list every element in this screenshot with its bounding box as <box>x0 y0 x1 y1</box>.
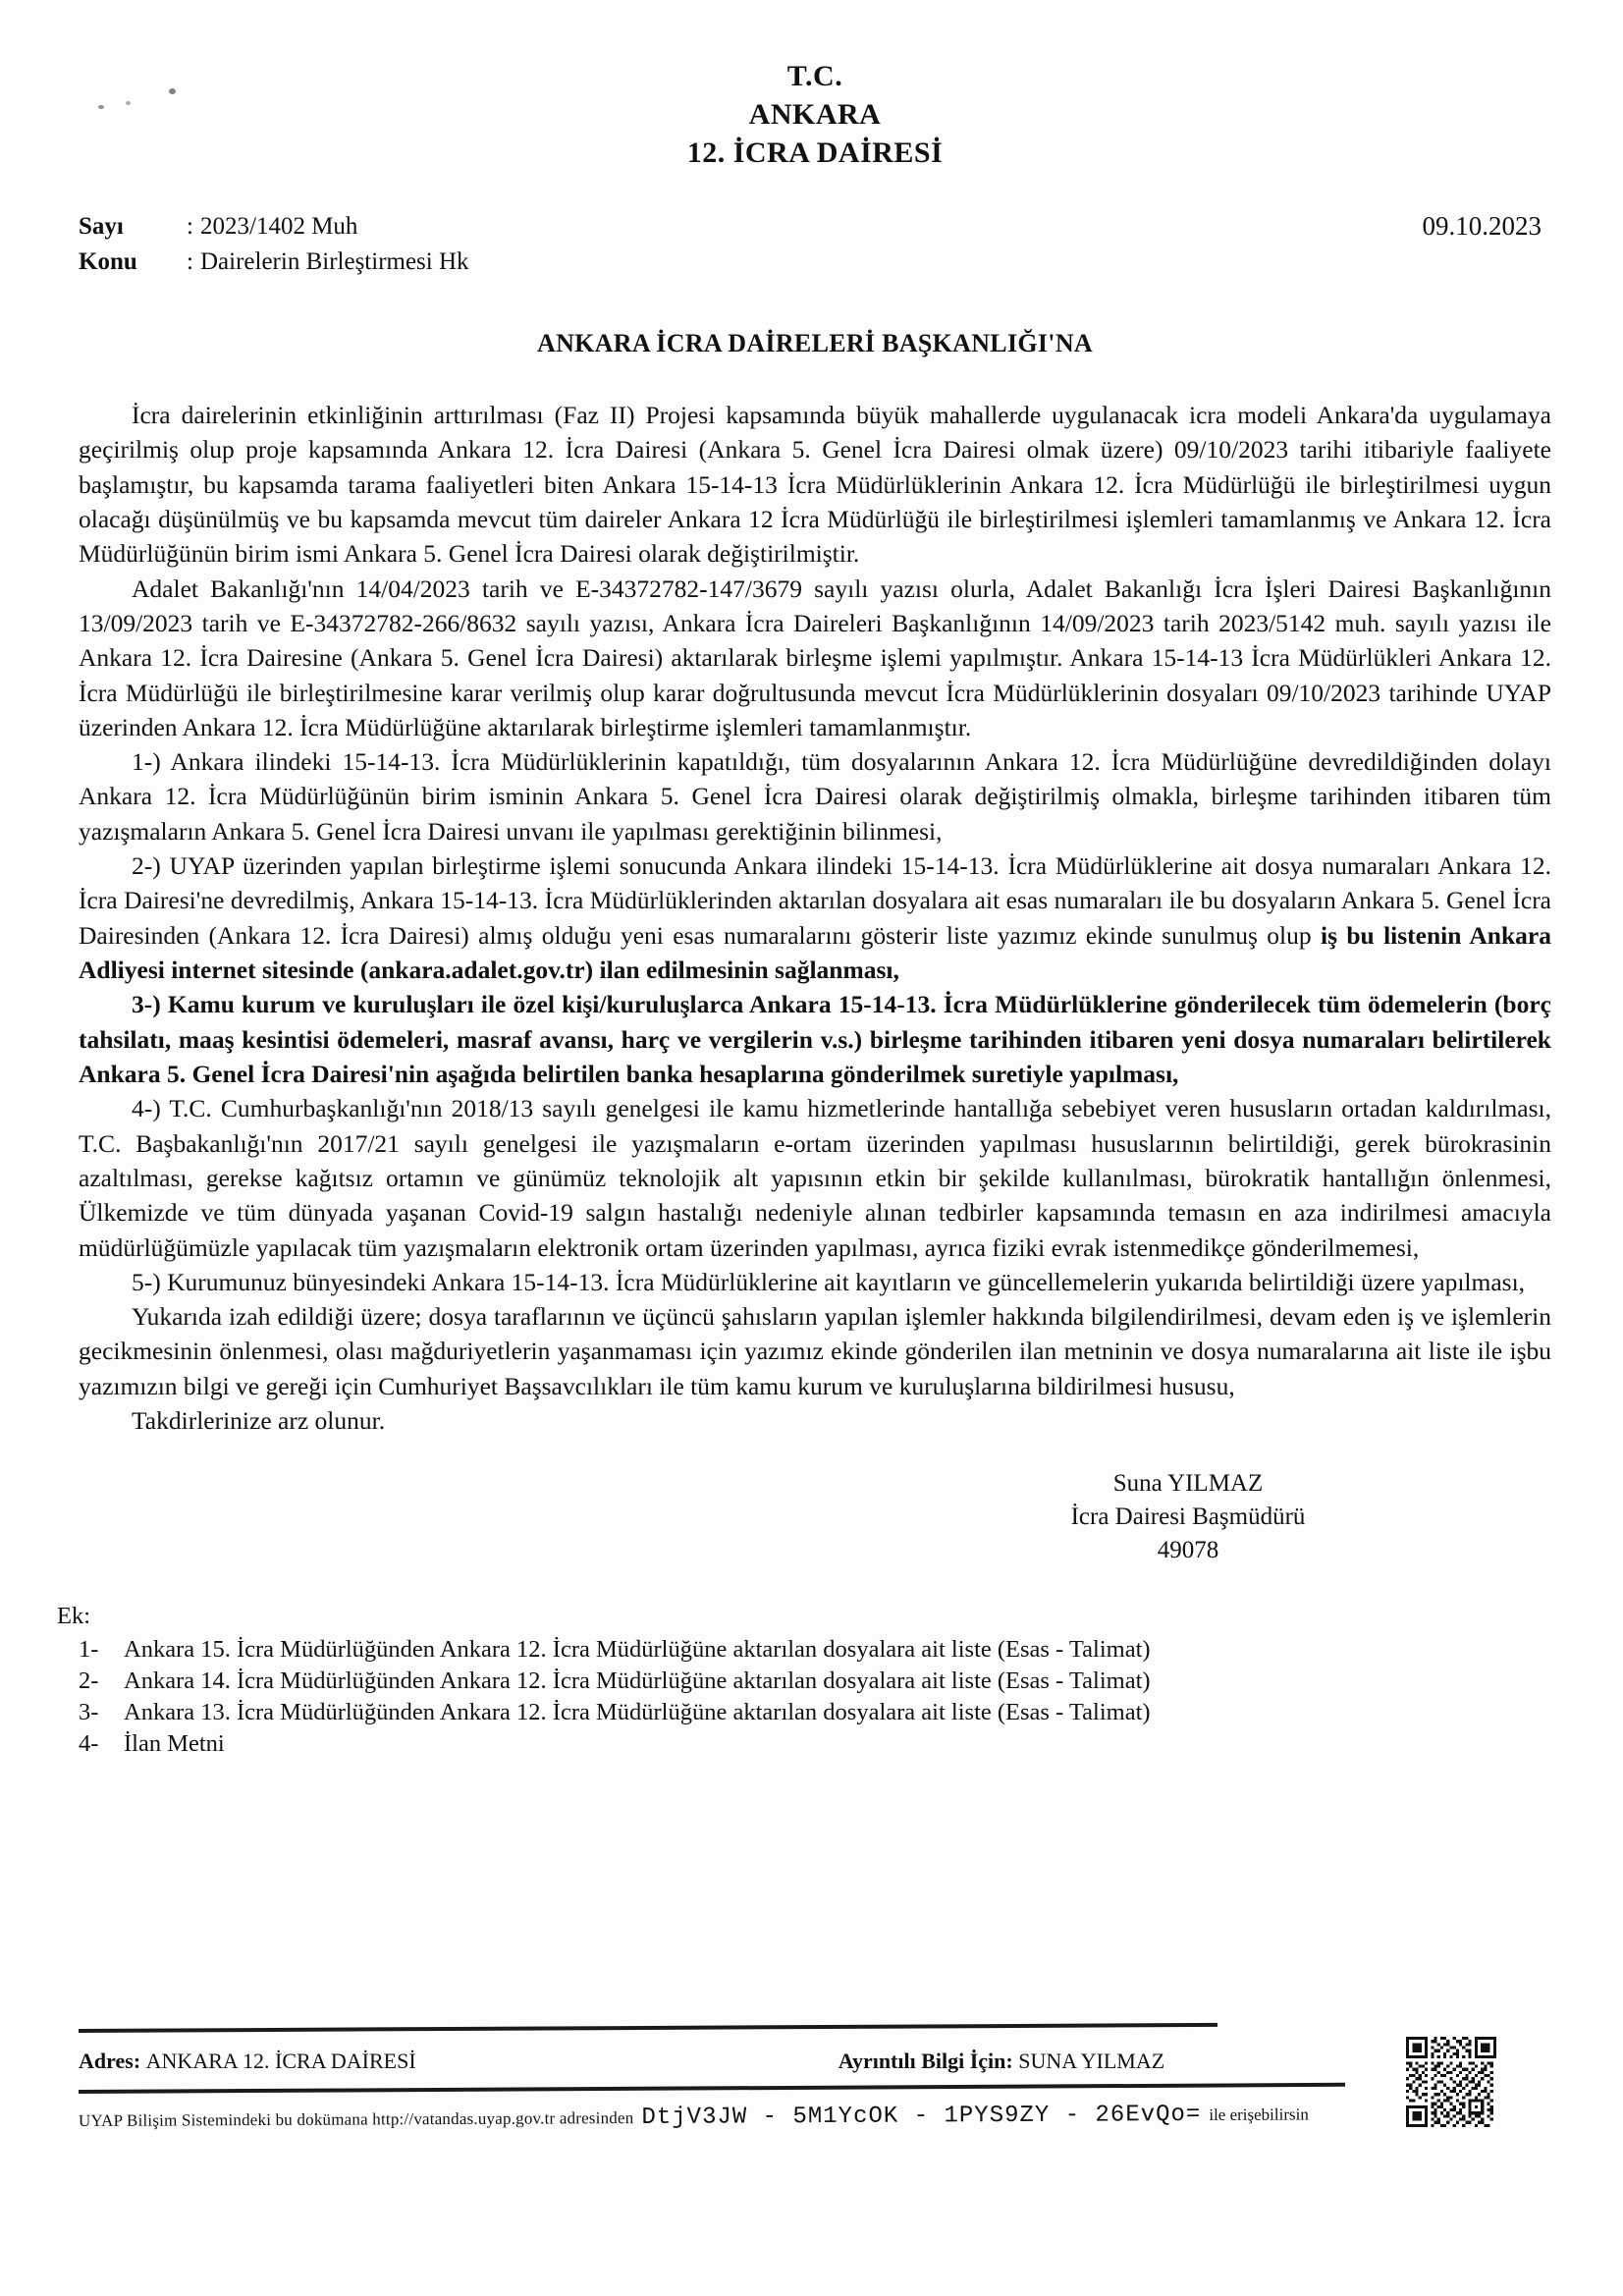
footer-divider-top <box>79 2023 1217 2033</box>
signatory-code: 49078 <box>1157 1537 1219 1564</box>
meta-row-sayi <box>79 209 1551 245</box>
letterhead <box>79 57 1551 172</box>
qr-code-icon <box>1406 2037 1496 2127</box>
contact-value: SUNA YILMAZ <box>1018 2049 1165 2073</box>
address-block <box>79 2049 416 2074</box>
attachments-title: Ek: <box>57 1603 91 1630</box>
sayi-label: Sayı <box>79 213 124 240</box>
letterhead-line-tc: T.C. <box>786 60 843 92</box>
signature-block <box>79 1467 1551 1567</box>
contact-label: Ayrıntılı Bilgi İçin: <box>838 2049 1013 2073</box>
attachment-item <box>79 1728 1551 1760</box>
paragraph-item-2 <box>79 848 1551 987</box>
addressee-line: ANKARA İCRA DAİRELERİ BAŞKANLIĞI'NA <box>537 329 1093 357</box>
document-body <box>79 398 1551 1438</box>
attachment-number: 1- <box>79 1636 99 1664</box>
paragraph-item-2-plain: 2-) UYAP üzerinden yapılan birleştirme işlemi sonucunda Ankara ilindeki 15-14-13. İcra Müdürlüklerine ait dosya numaraları Ankara 12. İcra Dairesi'ne devredilmiş, Ankara 15-14-13. İcra Müdürlüklerinden aktarılan dosyalara ait esas numaraları ile bu dosyaların Ankara 5. Genel İcra Dairesinden (Ankara 12. İcra Dairesi) almış olduğu yeni esas numaralarını gösterir liste yazımız ekinde sunulmuş olup <box>79 851 1551 950</box>
paragraph-item-3-bold: 3-) Kamu kurum ve kuruluşları ile özel kişi/kuruluşlarca Ankara 15-14-13. İcra Müdürlüklerine gönderilecek tüm ödemelerin (borç tahsilatı, maaş kesintisi ödemeleri, masraf avansı, harç ve vergilerin v.s.) birleşme tarihinden itibaren yeni dosya numaraları belirtilerek Ankara 5. Genel İcra Dairesi'nin aşağıda belirtilen banka hesaplarına gönderilmek suretiyle yapılması, <box>79 990 1551 1088</box>
attachment-text: İlan Metni <box>124 1729 225 1757</box>
letterhead-line-city: ANKARA <box>748 98 882 131</box>
signatory-name: Suna YILMAZ <box>1112 1470 1264 1498</box>
uyap-verification-code: DtjV3JW - 5M1YcOK - 1PYS9ZY - 26EvQo= <box>641 2102 1202 2131</box>
paragraph-item-1: 1-) Ankara ilindeki 15-14-13. İcra Müdürlüklerinin kapatıldığı, tüm dosyalarının Ankara 12. İcra Müdürlüğüne devredildiğinden dolayı Ankara 12. İcra Müdürlüğünün birim isminin Ankara 5. Genel İcra Dairesi olarak değiştirilmiş olmakla, birleşme tarihinden itibaren tüm yazışmaların Ankara 5. Genel İcra Dairesi unvanı ile yapılması gerektiğinin bilinmesi, <box>79 747 1551 846</box>
uyap-prefix-text: UYAP Bilişim Sistemindeki bu dokümana http://vatandas.uyap.gov.tr adresinden <box>78 2108 634 2130</box>
paragraph-intro: İcra dairelerinin etkinliğinin arttırılması (Faz II) Projesi kapsamında büyük mahallerde uygulanacak icra modeli Ankara'da uygulamaya geçirilmiş olup proje kapsamında Ankara 12. İcra Dairesi (Ankara 5. Genel İcra Dairesi olmak üzere) 09/10/2023 tarihi itibariyle faaliyete başlamıştır, bu kapsamda tarama faaliyetleri biten Ankara 15-14-13 İcra Müdürlüklerinin Ankara 12. İcra Müdürlüğü ile birleştirilmesi uygun olacağı düşünülmüş ve bu kapsamda mevcut tüm daireler Ankara 12 İcra Müdürlüğü ile birleştirilmesi işlemleri tamamlanmış ve Ankara 12. İcra Müdürlüğünün birim ismi Ankara 5. Genel İcra Dairesi olarak değiştirilmiştir. <box>79 401 1551 569</box>
footer-contact-row <box>79 2049 1551 2074</box>
paragraph-item-5: 5-) Kurumunuz bünyesindeki Ankara 15-14-13. İcra Müdürlüklerine ait kayıtların ve güncellemelerin yukarıda belirtildiği üzere yapılması, <box>132 1267 1526 1296</box>
uyap-verification-line <box>79 2100 1551 2134</box>
attachment-text: Ankara 13. İcra Müdürlüğünden Ankara 12. İcra Müdürlüğüne aktarılan dosyalara ait liste (Esas - Talimat) <box>124 1699 1151 1726</box>
address-label: Adres: <box>79 2049 141 2073</box>
konu-value: Dairelerin Birleştirmesi Hk <box>200 248 469 276</box>
attachment-number: 3- <box>79 1699 99 1726</box>
attachment-item <box>79 1697 1551 1728</box>
paragraph-item-4: 4-) T.C. Cumhurbaşkanlığı'nın 2018/13 sayılı genelgesi ile kamu hizmetlerinde hantallığa sebebiyet veren hususların ortadan kaldırılması, T.C. Başbakanlığı'nın 2017/21 sayılı genelgesi ile yazışmaların e-ortam üzerinden yapılması hususlarının belirtildiği, gerek bürokrasinin azaltılması, gerekse kağıtsız ortamın ve günümüz teknolojik alt yapısının etkin bir şekilde kullanılması, bürokratik hantallığın önlenmesi, Ülkemizde ve tüm dünyada yaşanan Covid-19 salgın hastalığı nedeniyle alınan tedbirler kapsamında temasın en aza indirilmesi amacıyla müdürlüğümüzle yapılacak tüm yazışmaların elektronik ortam üzerinden yapılması, ayrıca fiziki evrak istenmedikçe gönderilmemesi, <box>79 1094 1551 1262</box>
konu-label: Konu <box>79 248 137 276</box>
attachments-section <box>57 1603 1551 1759</box>
attachment-item <box>79 1634 1551 1666</box>
attachment-text: Ankara 14. İcra Müdürlüğünden Ankara 12. İcra Müdürlüğüne aktarılan dosyalara ait liste (Esas - Talimat) <box>124 1667 1151 1695</box>
attachment-text: Ankara 15. İcra Müdürlüğünden Ankara 12. İcra Müdürlüğüne aktarılan dosyalara ait liste (Esas - Talimat) <box>124 1636 1151 1664</box>
sayi-value: 2023/1402 Muh <box>200 213 358 240</box>
attachment-number: 4- <box>79 1729 99 1757</box>
footer-divider-bottom <box>79 2083 1345 2094</box>
attachment-number: 2- <box>79 1667 99 1695</box>
document-meta <box>79 209 1551 284</box>
attachment-item <box>79 1666 1551 1697</box>
letterhead-line-office: 12. İCRA DAİRESİ <box>686 137 944 169</box>
sayi-colon: : <box>187 213 193 240</box>
uyap-suffix-text: ile erişebilirsin <box>1209 2105 1309 2124</box>
meta-row-konu <box>79 245 1551 280</box>
konu-colon: : <box>187 248 193 276</box>
contact-block <box>839 2049 1164 2074</box>
paragraph-item-3 <box>79 987 1551 1091</box>
document-footer <box>79 2029 1551 2134</box>
address-value: ANKARA 12. İCRA DAİRESİ <box>145 2049 416 2073</box>
signatory-title: İcra Dairesi Başmüdürü <box>1070 1503 1306 1531</box>
paragraph-item-2-bold: iş bu listenin Ankara Adliyesi internet sitesinde (ankara.adalet.gov.tr) ilan edilmesinin sağlanması, <box>79 920 1551 984</box>
paragraph-ministry-refs: Adalet Bakanlığı'nın 14/04/2023 tarih ve E-34372782-147/3679 sayılı yazısı olurla, Adalet Bakanlığı İcra İşleri Dairesi Başkanlığının 13/09/2023 tarih ve E-34372782-266/8632 sayılı yazısı, Ankara İcra Daireleri Başkanlığının 14/09/2023 tarih 2023/5142 muh. sayılı yazısı ile Ankara 12. İcra Dairesine (Ankara 5. Genel İcra Dairesi) aktarılarak birleşme işlemi yapılmıştır. Ankara 15-14-13 İcra Müdürlükleri Ankara 12. İcra Müdürlüğü ile birleştirilmesine karar verilmiş olup karar doğrultusunda mevcut İcra Müdürlüklerinin dosyaları 09/10/2023 tarihinde UYAP üzerinden Ankara 12. İcra Müdürlüğüne aktarılarak birleştirme işlemleri tamamlanmıştır. <box>79 574 1551 741</box>
attachments-list <box>79 1634 1551 1759</box>
paragraph-summary: Yukarıda izah edildiği üzere; dosya taraflarının ve üçüncü şahısların yapılan işlemler hakkında bilgilendirilmesi, devam eden iş ve işlemlerin gecikmesinin önlenmesi, olası mağduriyetlerin yaşanmaması için yazımız ekinde gönderilen ilan metninin ve dosya numaralarına ait liste ile işbu yazımızın bilgi ve gereği için Cumhuriyet Başsavcılıkları ile tüm kamu kurum ve kuruluşlarına bildirilmesi hususu, <box>79 1302 1551 1400</box>
paragraph-closing: Takdirlerinize arz olunur. <box>132 1406 386 1436</box>
document-date: 09.10.2023 <box>1422 211 1542 241</box>
